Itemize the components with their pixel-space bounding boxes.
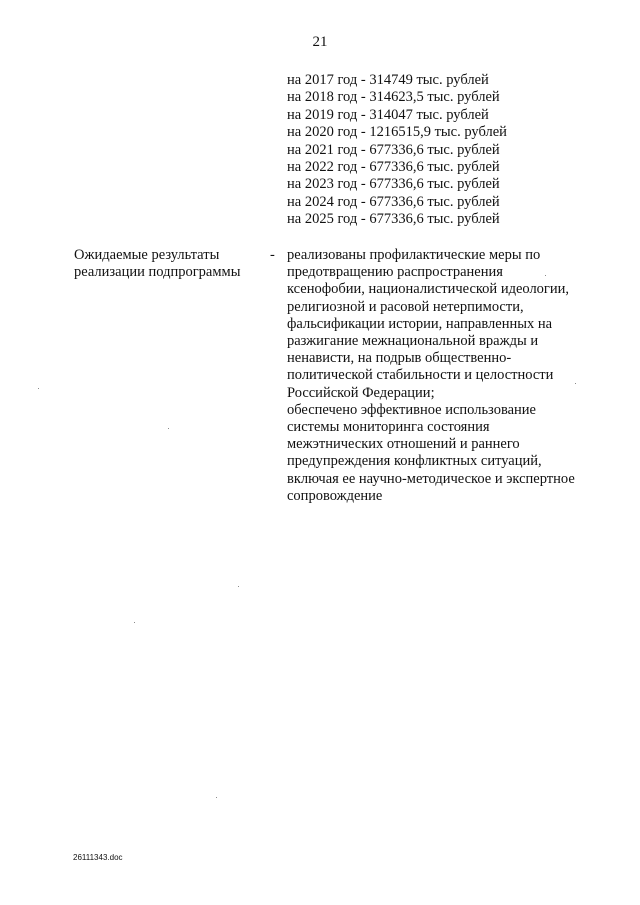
funding-line-2025: на 2025 год - 677336,6 тыс. рублей	[287, 211, 500, 228]
scan-speck	[168, 428, 169, 429]
scan-speck	[38, 388, 39, 389]
scan-speck	[238, 586, 239, 587]
funding-list	[287, 72, 507, 229]
footer-file-name: 26111343.doc	[73, 853, 123, 862]
scan-speck	[216, 797, 217, 798]
funding-line-2018: на 2018 год - 314623,5 тыс. рублей	[287, 89, 500, 106]
funding-line-2022: на 2022 год - 677336,6 тыс. рублей	[287, 159, 500, 176]
funding-line-2023: на 2023 год - 677336,6 тыс. рублей	[287, 176, 500, 193]
results-paragraph-monitoring: обеспечено эффективное использование системы мониторинга состояния межэтнических отношений и раннего предупреждения конфликтных ситуаций, включая ее научно-методическое и экспертное сопровождение	[287, 401, 575, 504]
funding-line-2024: на 2024 год - 677336,6 тыс. рублей	[287, 193, 500, 210]
results-text	[287, 247, 577, 505]
funding-line-2020: на 2020 год - 1216515,9 тыс. рублей	[287, 124, 507, 141]
page-number: 21	[312, 34, 328, 50]
scan-speck	[545, 275, 546, 276]
funding-line-2019: на 2019 год - 314047 тыс. рублей	[287, 106, 489, 123]
results-label: Ожидаемые результаты реализации подпрограммы	[74, 247, 241, 281]
funding-line-2017: на 2017 год - 314749 тыс. рублей	[287, 72, 489, 88]
scan-speck	[575, 383, 576, 384]
scan-speck	[134, 622, 135, 623]
results-paragraph-prevention: реализованы профилактические меры по предотвращению распространения ксенофобии, националистической идеологии, религиозной и расовой нетерпимости, фальсификации истории, направленных на разжигание межнациональной вражды и ненависти, на подрыв общественно-политической стабильности и целостности Российской Федерации;	[287, 247, 570, 401]
results-dash: -	[270, 247, 275, 263]
funding-line-2021: на 2021 год - 677336,6 тыс. рублей	[287, 141, 500, 158]
